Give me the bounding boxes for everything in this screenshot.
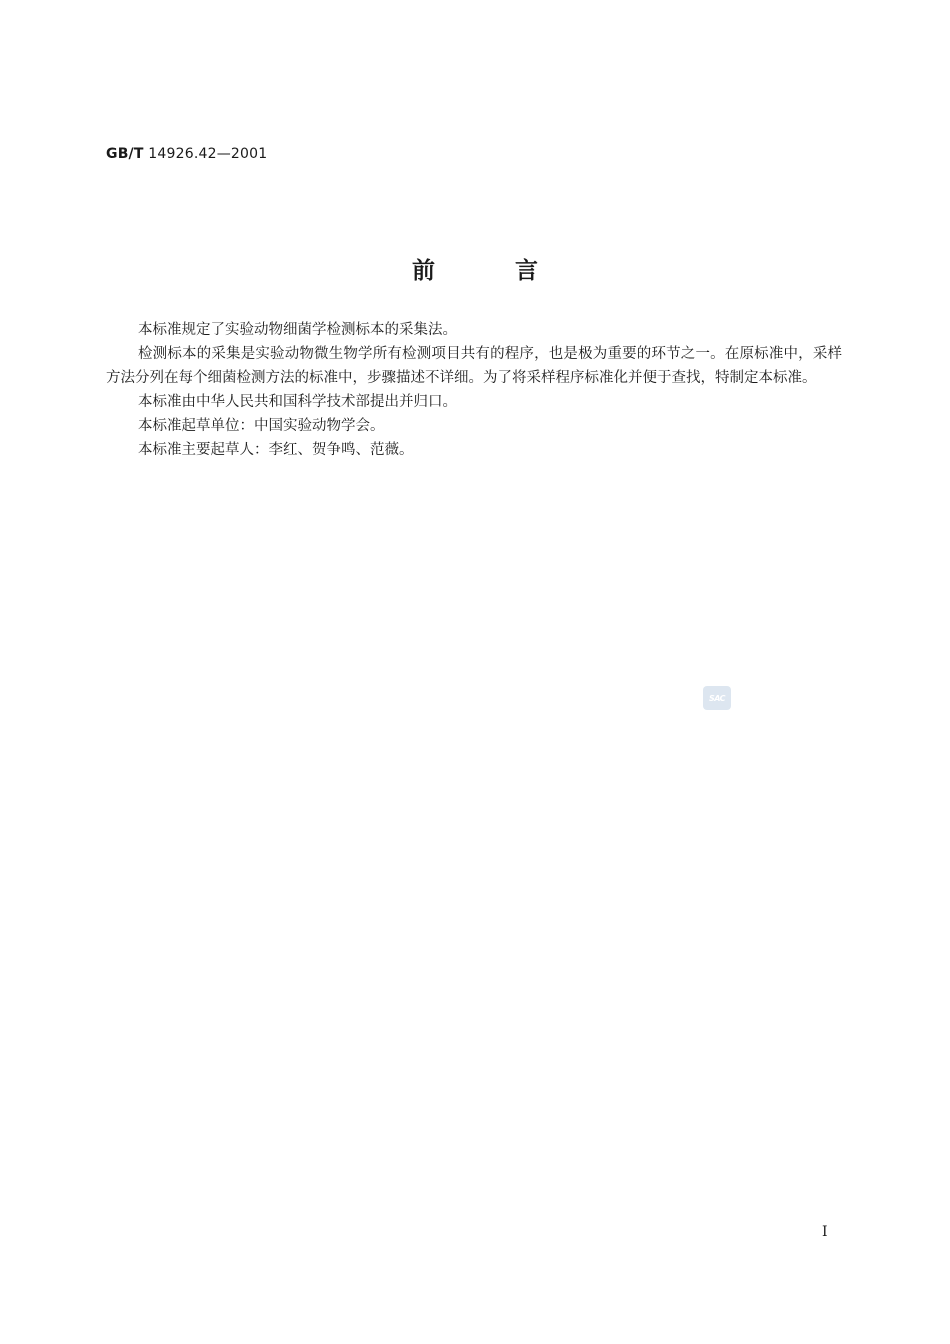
paragraph-scope: 本标准规定了实验动物细菌学检测标本的采集法。 [138, 322, 457, 338]
standard-code-number: 14926.42—2001 [143, 146, 268, 162]
paragraph-proposer: 本标准由中华人民共和国科学技术部提出并归口。 [138, 394, 457, 410]
paragraph-drafters: 本标准主要起草人：李红、贺争鸣、范薇。 [138, 442, 414, 458]
page-title [0, 252, 950, 285]
standard-code-prefix: GB/T [106, 146, 144, 162]
page-number: I [822, 1224, 828, 1240]
sac-watermark-logo: SAC [703, 686, 731, 710]
title-char-1: 前 [412, 257, 435, 284]
standard-code [106, 146, 267, 162]
paragraph-drafting-unit: 本标准起草单位：中国实验动物学会。 [138, 418, 385, 434]
foreword-body [106, 318, 842, 462]
title-char-2: 言 [515, 257, 538, 284]
paragraph-background: 检测标本的采集是实验动物微生物学所有检测项目共有的程序，也是极为重要的环节之一。在原标准中，采样方法分列在每个细菌检测方法的标准中，步骤描述不详细。为了将采样程序标准化并便于查找，特制定本标准。 [106, 346, 842, 386]
